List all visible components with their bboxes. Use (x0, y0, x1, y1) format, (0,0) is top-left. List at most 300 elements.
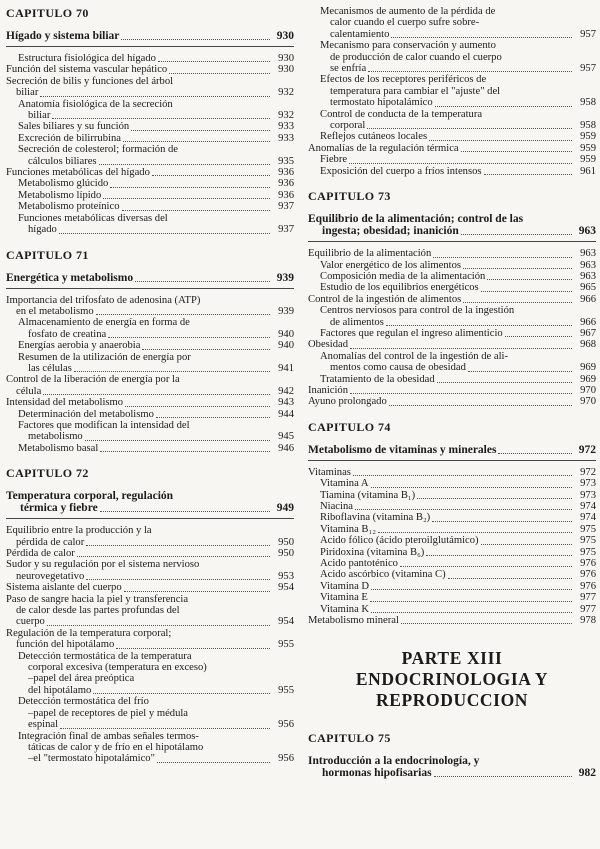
section-title (308, 211, 596, 242)
dot-leader (433, 256, 572, 258)
section-title-text: ingesta; obesidad; inanición (322, 225, 459, 238)
dot-leader (350, 392, 572, 394)
toc-entry (6, 525, 294, 548)
left-column (6, 6, 294, 765)
page-number: 937 (278, 201, 294, 213)
page-number: 973 (580, 489, 596, 501)
entry-text: Niacina (320, 501, 353, 512)
entry-text: espinal (28, 719, 59, 731)
entry-text: –el "termostato hipotalámico" (28, 753, 155, 765)
entry-text: Metabolismo lípido (18, 189, 102, 201)
dot-leader (461, 233, 572, 235)
dot-leader (125, 405, 270, 407)
entry-text: neurovegetativo (16, 570, 85, 582)
entry-text: Regulación de la temperatura corporal; (6, 627, 172, 639)
toc-entry (308, 396, 596, 407)
entry-text: fosfato de creatina (28, 328, 107, 340)
page-number: 942 (278, 385, 294, 397)
entry-text: en el metabolismo (16, 305, 94, 317)
entry-text: Reflejos cutáneos locales (320, 131, 428, 143)
toc-entry (6, 582, 294, 593)
dot-leader (481, 290, 572, 292)
dot-leader (498, 452, 572, 454)
entry-text: Control de conducta de la temperatura (320, 108, 483, 120)
page-number: 954 (278, 616, 294, 628)
entry-list (308, 248, 596, 408)
toc-entry (308, 581, 596, 592)
toc-entry (308, 154, 596, 165)
entry-text: mentos como causa de obesidad (330, 362, 466, 374)
toc-entry (6, 64, 294, 75)
entry-text: Detección termostática de la temperatura (18, 650, 192, 662)
entry-text: Mecanismo para conservación y aumento (320, 40, 496, 52)
page-number: 941 (278, 362, 294, 374)
page-number: 955 (278, 639, 294, 651)
entry-text: Equilibrio de la alimentación (308, 248, 432, 260)
entry-list (6, 525, 294, 765)
dot-leader (437, 381, 572, 383)
entry-text: biliar (28, 110, 51, 122)
page-number: 975 (580, 523, 596, 535)
toc-entry (6, 397, 294, 408)
entry-text: Secreción de bilis y funciones del árbol (6, 75, 174, 87)
dot-leader (93, 692, 270, 694)
page-number: 966 (580, 316, 596, 328)
page-number: 972 (580, 466, 596, 478)
page-number: 936 (278, 189, 294, 201)
page-number: 982 (578, 767, 596, 780)
entry-text: Control de la liberación de energía por la (6, 374, 180, 386)
dot-leader (434, 775, 572, 777)
page-number: 944 (278, 408, 294, 420)
toc-entry (6, 409, 294, 420)
toc-entry (6, 374, 294, 397)
entry-text: Anomalías del control de la ingestión de ali- (320, 350, 508, 362)
page-number: 975 (580, 546, 596, 558)
entry-text: Ayuno prolongado (308, 396, 387, 408)
dot-leader (110, 186, 270, 188)
page-number: 970 (580, 384, 596, 396)
page-number: 959 (580, 131, 596, 143)
toc-entry (308, 305, 596, 328)
toc-entry (308, 109, 596, 132)
dot-leader (121, 38, 270, 40)
entry-text: –papel del área preóptica (28, 673, 135, 685)
page-number: 965 (580, 282, 596, 294)
dot-leader (131, 129, 270, 131)
dot-leader (349, 162, 572, 164)
page-number: 933 (278, 132, 294, 144)
toc-entry (308, 501, 596, 512)
dot-leader (505, 335, 572, 337)
dot-leader (77, 555, 270, 557)
page-number: 957 (580, 28, 596, 40)
entry-text: hígado (28, 224, 57, 236)
section-title-text: hormonas hipofisarias (322, 767, 432, 780)
toc-entry (6, 628, 294, 651)
dot-leader (43, 393, 270, 395)
entry-text: Equilibrio entre la producción y la (6, 525, 152, 537)
section-title (308, 753, 596, 783)
toc-entry (308, 166, 596, 177)
dot-leader (74, 370, 270, 372)
dot-leader (401, 622, 572, 624)
entry-text: Importancia del trifosfato de adenosina (ATP) (6, 294, 201, 306)
dot-leader (100, 510, 270, 512)
toc-entry (308, 374, 596, 385)
entry-text: Acido ascórbico (vitamina C) (320, 569, 446, 581)
entry-text: Función del sistema vascular hepático (6, 64, 168, 76)
entry-list (308, 467, 596, 627)
entry-text: calor cuando el cuerpo sufre sobre- (330, 17, 480, 29)
page-number: 977 (580, 592, 596, 604)
section-title-text: Energética y metabolismo (6, 271, 134, 284)
toc-entry (308, 40, 596, 74)
entry-text: Funciones metabólicas del hígado (6, 167, 150, 179)
entry-text: Acido pantoténico (320, 558, 398, 570)
page-number: 930 (278, 53, 294, 64)
entry-text: Intensidad del metabolismo (6, 397, 124, 409)
dot-leader (123, 140, 270, 142)
toc-entry (308, 558, 596, 569)
toc-entry (308, 467, 596, 478)
entry-text: Sudor y su regulación por el sistema nervioso (6, 559, 200, 571)
entry-text: Vitamina K (320, 603, 370, 615)
page-number: 969 (580, 362, 596, 374)
dot-leader (371, 486, 573, 488)
dot-leader (135, 280, 270, 282)
entry-text: Paso de sangre hacia la piel y transferencia (6, 593, 189, 605)
page-number: 945 (278, 431, 294, 443)
page-number: 936 (278, 167, 294, 179)
entry-text: Vitamina D (320, 580, 370, 592)
page-number: 969 (580, 373, 596, 385)
dot-leader (124, 590, 270, 592)
toc-entry (308, 547, 596, 558)
dot-leader (350, 347, 572, 349)
entry-text: cálculos biliares (28, 155, 97, 167)
entry-text: Acido fólico (ácido pteroilglutámico) (320, 535, 479, 547)
entry-list (6, 53, 294, 236)
entry-text: Metabolismo mineral (308, 615, 399, 627)
entry-text: Anomalías de la regulación térmica (308, 142, 459, 154)
page-number: 966 (580, 293, 596, 305)
entry-text: Pérdida de calor (6, 548, 75, 559)
toc-entry (308, 282, 596, 293)
dot-leader (368, 70, 572, 72)
entry-text: se enfría (330, 63, 367, 75)
entry-text: Vitamina A (320, 478, 369, 490)
entry-text: Almacenamiento de energía en forma de (18, 317, 190, 329)
toc-entry (6, 121, 294, 132)
dot-leader (353, 474, 572, 476)
dot-leader (386, 324, 572, 326)
entry-text: Resumen de la utilización de energía por (18, 351, 191, 363)
entry-text: Mecanismos de aumento de la pérdida de (320, 6, 496, 17)
dot-leader (152, 174, 270, 176)
toc-entry (308, 74, 596, 108)
dot-leader (122, 209, 270, 211)
dot-leader (60, 727, 270, 729)
entry-text: Inanición (308, 384, 349, 396)
section-title-text: Metabolismo de vitaminas y minerales (308, 443, 497, 456)
section-title (6, 488, 294, 519)
entry-text: de calor desde las partes profundas del (16, 605, 180, 617)
toc-entry (308, 512, 596, 523)
page-number: 955 (278, 684, 294, 696)
chapter-heading: CAPITULO 75 (308, 731, 391, 746)
entry-text: Sistema aislante del cuerpo (6, 582, 122, 594)
entry-list (6, 295, 294, 455)
dot-leader (47, 624, 270, 626)
toc-entry (308, 143, 596, 154)
entry-text: Anatomía fisiológica de la secreción (18, 98, 173, 110)
page-number: 963 (580, 259, 596, 271)
page-number: 976 (580, 569, 596, 581)
section-title-text: Temperatura corporal, regulación (6, 490, 174, 503)
dot-leader (371, 588, 572, 590)
dot-leader (417, 497, 572, 499)
dot-leader (487, 278, 572, 280)
dot-leader (426, 554, 572, 556)
page-number: 976 (580, 580, 596, 592)
entry-list (308, 6, 596, 177)
dot-leader (116, 647, 270, 649)
toc-entry (308, 339, 596, 350)
page-number: 933 (278, 121, 294, 133)
entry-text: calentamiento (330, 28, 390, 40)
toc-entry (6, 696, 294, 730)
entry-text: corporal (330, 120, 366, 132)
entry-text: Riboflavina (vitamina B₂) (320, 512, 431, 524)
page-number: 963 (578, 225, 596, 238)
entry-text: Detección termostática del frío (18, 696, 149, 708)
entry-text: temperatura para cambiar el "ajuste" del (330, 85, 501, 97)
page-number: 939 (278, 305, 294, 317)
toc-entry (6, 548, 294, 559)
page-number: 946 (278, 442, 294, 454)
entry-text: Obesidad (308, 339, 349, 351)
toc-entry (6, 420, 294, 443)
dot-leader (156, 416, 270, 418)
dot-leader (435, 105, 572, 107)
page-number: 937 (278, 224, 294, 236)
part-heading (308, 648, 596, 711)
page-number: 959 (580, 154, 596, 166)
page-number: 959 (580, 142, 596, 154)
toc-entry (6, 213, 294, 236)
dot-leader (429, 139, 572, 141)
toc-entry (308, 535, 596, 546)
dot-leader (142, 348, 270, 350)
entry-text: del hipotálamo (28, 684, 92, 696)
dot-leader (103, 197, 270, 199)
dot-leader (108, 336, 270, 338)
page-number: 956 (278, 753, 294, 765)
section-title (6, 270, 294, 289)
page-number: 930 (278, 64, 294, 76)
entry-text: cuerpo (16, 616, 45, 628)
toc-entry (6, 76, 294, 99)
dot-leader (96, 313, 270, 315)
toc-entry (308, 490, 596, 501)
part-heading-line: REPRODUCCION (375, 690, 529, 711)
page-number: 974 (580, 501, 596, 512)
toc-entry (6, 190, 294, 201)
dot-leader (52, 117, 270, 119)
page-number: 953 (278, 570, 294, 582)
page-number: 963 (580, 270, 596, 282)
toc-entry (308, 328, 596, 339)
dot-leader (367, 127, 572, 129)
dot-leader (86, 578, 270, 580)
toc-entry (6, 53, 294, 64)
entry-text: Determinación del metabolismo (18, 408, 154, 420)
entry-text: corporal excesiva (temperatura en exceso) (28, 662, 207, 674)
page-number: 975 (580, 535, 596, 547)
entry-text: Valor energético de los alimentos (320, 259, 462, 271)
toc-entry (308, 604, 596, 615)
entry-text: Excreción de bilirrubina (18, 132, 121, 144)
page-number: 940 (278, 340, 294, 352)
entry-text: Sales biliares y su función (18, 121, 130, 133)
page-number: 967 (580, 327, 596, 339)
chapter-heading: CAPITULO 72 (6, 466, 89, 481)
dot-leader (99, 163, 270, 165)
dot-leader (481, 543, 572, 545)
toc-entry (6, 731, 294, 765)
toc-entry (6, 99, 294, 122)
entry-text: táticas de calor y de frío en el hipotálamo (28, 741, 204, 753)
toc-entry (6, 559, 294, 582)
toc-entry (6, 651, 294, 697)
entry-text: metabolismo (28, 431, 83, 443)
dot-leader (370, 600, 572, 602)
page-number: 939 (276, 271, 294, 284)
entry-text: Integración final de ambas señales termos- (18, 730, 199, 742)
toc-entry (6, 167, 294, 178)
entry-text: termostato hipotalámico (330, 97, 433, 109)
dot-leader (468, 370, 572, 372)
page-number: 972 (578, 443, 596, 456)
page-number: 968 (580, 339, 596, 351)
toc-entry (308, 615, 596, 626)
page-number: 936 (278, 178, 294, 190)
entry-text: Exposición del cuerpo a fríos intensos (320, 165, 482, 177)
page-number: 935 (278, 155, 294, 167)
page-number: 974 (580, 512, 596, 524)
entry-text: Metabolismo glúcido (18, 178, 109, 190)
dot-leader (85, 439, 270, 441)
page-number: 956 (278, 719, 294, 731)
page-number: 950 (278, 536, 294, 548)
entry-text: Tiamina (vitamina B₁) (320, 489, 416, 501)
page-number: 958 (580, 97, 596, 109)
entry-text: Tratamiento de la obesidad (320, 373, 435, 385)
toc-entry (308, 524, 596, 535)
dot-leader (391, 36, 572, 38)
entry-text: biliar (16, 87, 39, 99)
dot-leader (389, 404, 572, 406)
entry-text: Vitamina E (320, 592, 368, 604)
dot-leader (371, 611, 572, 613)
toc-entry (6, 352, 294, 375)
dot-leader (86, 544, 270, 546)
toc-entry (6, 144, 294, 167)
dot-leader (355, 508, 572, 510)
toc-entry (6, 317, 294, 340)
entry-text: Metabolismo basal (18, 442, 99, 454)
toc-entry (308, 260, 596, 271)
entry-text: Metabolismo proteínico (18, 201, 120, 213)
entry-text: Factores que modifican la intensidad del (18, 419, 190, 431)
entry-text: pérdida de calor (16, 536, 85, 548)
section-title (308, 442, 596, 461)
entry-text: Composición media de la alimentación (320, 270, 486, 282)
dot-leader (158, 60, 270, 62)
entry-text: Fiebre (320, 154, 348, 166)
entry-text: Vitamina B₁₂ (320, 523, 376, 535)
toc-entry (6, 594, 294, 628)
toc-entry (6, 340, 294, 351)
toc-entry (6, 201, 294, 212)
entry-text: Funciones metabólicas diversas del (18, 212, 168, 224)
toc-entry (308, 592, 596, 603)
toc-entry (308, 271, 596, 282)
dot-leader (100, 450, 270, 452)
entry-text: función del hipotálamo (16, 639, 115, 651)
dot-leader (484, 173, 572, 175)
page-number: 957 (580, 63, 596, 75)
entry-text: de producción de calor cuando el cuerpo (330, 51, 502, 63)
part-heading-line: PARTE XIII (401, 648, 503, 669)
part-heading-line: ENDOCRINOLOGIA Y (355, 669, 549, 690)
dot-leader (157, 761, 270, 763)
chapter-heading: CAPITULO 70 (6, 6, 89, 20)
page-number: 961 (580, 165, 596, 177)
page-number: 932 (278, 87, 294, 99)
dot-leader (59, 232, 270, 234)
toc-entry (308, 385, 596, 396)
toc-entry (308, 351, 596, 374)
toc-entry (6, 178, 294, 189)
chapter-heading: CAPITULO 73 (308, 189, 391, 204)
section-title-text: térmica y fiebre (20, 502, 98, 515)
page-number: 963 (580, 248, 596, 260)
toc-entry (308, 248, 596, 259)
section-title (6, 28, 294, 47)
page-number: 932 (278, 110, 294, 122)
toc-entry (308, 131, 596, 142)
page-number: 954 (278, 582, 294, 594)
page-number: 977 (580, 603, 596, 615)
entry-text: célula (16, 385, 42, 397)
toc-entry (6, 295, 294, 318)
dot-leader (432, 520, 572, 522)
dot-leader (378, 531, 572, 533)
dot-leader (463, 301, 572, 303)
page-number: 949 (276, 502, 294, 515)
toc-entry (6, 443, 294, 454)
section-title-text: Hígado y sistema biliar (6, 30, 120, 42)
page-number: 930 (276, 30, 294, 42)
toc-entry (308, 6, 596, 40)
page-number: 940 (278, 328, 294, 340)
dot-leader (448, 577, 572, 579)
entry-text: Factores que regulan el ingreso alimenticio (320, 327, 503, 339)
dot-leader (463, 267, 572, 269)
entry-text: de alimentos (330, 316, 384, 328)
